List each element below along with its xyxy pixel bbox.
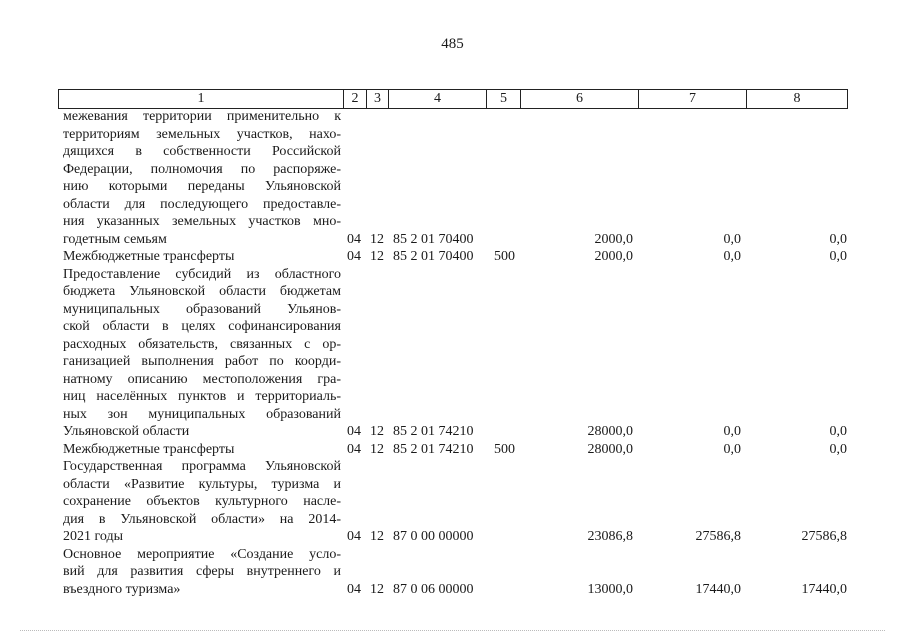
row-value-c8: 0,0 [829, 231, 847, 247]
row-description [63, 441, 341, 459]
description-line: области для последующего предоставле- [63, 196, 341, 212]
description-line: ных зон муниципальных образований [63, 406, 341, 422]
header-col-8: 8 [793, 91, 801, 106]
row-value-c2: 04 [347, 529, 361, 544]
description-line: Межбюджетные трансферты [63, 441, 235, 457]
row-description [63, 266, 341, 441]
row-value-c5: 500 [494, 441, 515, 457]
description-line: Федерации, полномочия по распоряже- [63, 161, 341, 177]
header-col-5: 5 [487, 90, 521, 108]
row-value-c4: 85 2 01 70400 [393, 231, 474, 247]
row-value-c3: 12 [370, 529, 384, 544]
row-value-c7: 0,0 [723, 231, 741, 247]
description-line: муниципальных образований Ульянов- [63, 301, 341, 317]
header-col-6: 6 [521, 90, 639, 108]
row-description [63, 458, 341, 546]
description-line: ния указанных земельных участков мно- [63, 214, 341, 229]
row-value-c5: 500 [494, 249, 515, 264]
row-description [63, 108, 341, 248]
description-line: ниц населённых пунктов и территориаль- [63, 389, 341, 404]
description-line: въездного туризма» [63, 581, 181, 597]
row-value-c4: 87 0 06 00000 [393, 581, 474, 597]
scan-edge-divider [20, 630, 885, 632]
row-value-c8: 0,0 [829, 249, 847, 264]
row-value-c8: 27586,8 [801, 529, 847, 544]
row-value-c4: 85 2 01 70400 [393, 249, 474, 264]
description-line: ской области в целях софинансирования [63, 319, 341, 334]
row-value-c4: 85 2 01 74210 [393, 441, 474, 457]
description-line: бюджета Ульяновской области бюджетам [63, 284, 341, 299]
description-line: Предоставление субсидий из областного [63, 266, 341, 282]
header-col-2: 2 [344, 90, 367, 108]
description-line: Ульяновской области [63, 424, 190, 439]
header-col-1: 1 [59, 90, 344, 108]
description-line: Государственная программа Ульяновской [63, 459, 341, 474]
description-line: натному описанию местоположения гра- [63, 371, 341, 387]
row-description [63, 248, 341, 266]
row-value-c6: 2000,0 [594, 249, 633, 264]
row-value-c4: 85 2 01 74210 [393, 424, 474, 439]
description-line: дящихся в собственности Российской [63, 144, 341, 159]
row-value-c2: 04 [347, 581, 361, 597]
row-value-c7: 17440,0 [695, 581, 741, 597]
row-value-c7: 0,0 [723, 249, 741, 264]
row-value-c7: 0,0 [723, 424, 741, 439]
description-line: годетным семьям [63, 231, 167, 247]
row-value-c2: 04 [347, 441, 361, 457]
description-line: нию которыми переданы Ульяновской [63, 179, 341, 194]
row-value-c6: 2000,0 [594, 231, 633, 247]
row-value-c6: 13000,0 [587, 581, 633, 597]
description-line: Межбюджетные трансферты [63, 249, 235, 264]
table-header-row [58, 89, 848, 109]
description-line: вий для развития сферы внутреннего и [63, 564, 341, 579]
row-value-c7: 0,0 [723, 441, 741, 457]
description-line: межевания территории применительно к [63, 109, 341, 124]
header-col-3: 3 [367, 90, 389, 108]
row-value-c8: 0,0 [829, 441, 847, 457]
row-value-c6: 28000,0 [587, 441, 633, 457]
row-value-c4: 87 0 00 00000 [393, 529, 474, 544]
row-value-c6: 23086,8 [587, 529, 633, 544]
row-value-c3: 12 [370, 424, 384, 439]
row-value-c8: 0,0 [829, 424, 847, 439]
description-line: области «Развитие культуры, туризма и [63, 476, 341, 492]
header-col-4: 4 [389, 90, 487, 108]
row-value-c3: 12 [370, 231, 384, 247]
row-value-c6: 28000,0 [587, 424, 633, 439]
row-value-c3: 12 [370, 441, 384, 457]
row-value-c7: 27586,8 [695, 529, 741, 544]
description-line: Основное мероприятие «Создание усло- [63, 546, 341, 562]
description-line: территориям земельных участков, нахо- [63, 126, 341, 142]
row-description [63, 546, 341, 599]
header-col-7: 7 [639, 90, 747, 108]
row-value-c8: 17440,0 [801, 581, 847, 597]
description-line: расходных обязательств, связанных с ор- [63, 336, 341, 352]
description-line: 2021 годы [63, 529, 124, 544]
row-value-c2: 04 [347, 249, 361, 264]
page-number: 485 [441, 36, 464, 52]
description-line: сохранение объектов культурного насле- [63, 494, 341, 509]
description-line: ганизацией выполнения работ по коорди- [63, 354, 341, 369]
row-value-c3: 12 [370, 581, 384, 597]
row-value-c2: 04 [347, 231, 361, 247]
row-value-c2: 04 [347, 424, 361, 439]
description-line: дия в Ульяновской области» на 2014- [63, 511, 341, 527]
row-value-c3: 12 [370, 249, 384, 264]
